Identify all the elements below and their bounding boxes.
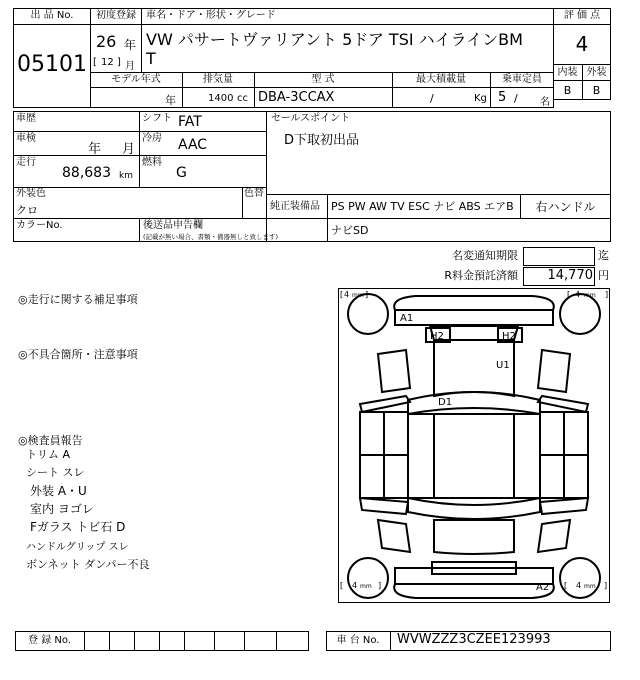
steering-side: 右ハンドル <box>535 200 596 214</box>
damage-mark-a2: A2 <box>536 582 550 593</box>
recycle-fee-unit: 円 <box>598 269 609 282</box>
exterior-color-value: クロ <box>16 204 38 217</box>
inspector-line: 外装 A・U <box>30 484 87 498</box>
interior-grade: B <box>563 84 572 97</box>
driving-notes-title: ◎走行に関する補足事項 <box>18 293 138 306</box>
rating-label: 評 価 点 <box>563 10 601 21</box>
inspector-line: ボンネット ダンパー不良 <box>26 558 150 571</box>
inspector-line: ハンドルグリップ スレ <box>26 542 129 553</box>
mileage-value: 88,683 <box>62 165 111 181</box>
damage-mark-h2-right: H2 <box>502 331 516 342</box>
model-code-label: 型 式 <box>311 74 335 85</box>
lot-number: 05101 <box>17 52 87 77</box>
defect-notes-title: ◎不具合箇所・注意事項 <box>18 348 138 361</box>
inspector-line: 室内 ヨゴレ <box>30 502 94 516</box>
oem-equipment-label: 純正装備品 <box>270 201 320 212</box>
displacement-value: 1400 <box>208 93 234 104</box>
registration-number-label: 登 録 No. <box>28 635 71 646</box>
first-registration-label: 初度登録 <box>96 10 136 21</box>
model-code: DBA-3CCAX <box>258 90 335 105</box>
fuel-value: G <box>176 165 187 181</box>
year-unit: 年 <box>124 38 137 52</box>
damage-mark-d1: D1 <box>438 397 453 408</box>
max-load-label: 最大積載量 <box>416 74 466 85</box>
month-unit: 月 <box>125 61 135 72</box>
inspector-line: Fガラス トビ石 D <box>30 520 126 534</box>
car-name-line2: T <box>146 49 156 68</box>
inspector-report-title: ◎検査員報告 <box>18 434 83 447</box>
tire-unit-fl: mm <box>352 292 364 299</box>
displacement-label: 排気量 <box>203 74 233 85</box>
tire-depth-front-right: 4 <box>575 290 581 299</box>
chassis-number: WVWZZZ3CZEE123993 <box>397 632 551 647</box>
tire-unit-rl: mm <box>360 583 372 590</box>
car-name-line1: VW パサートヴァリアント 5ドア TSI ハイラインBM <box>146 30 523 49</box>
rating-value: 4 <box>575 32 589 56</box>
inspection-year-unit: 年 <box>88 142 102 157</box>
displacement-unit: cc <box>237 93 248 104</box>
fuel-label: 燃料 <box>142 157 162 168</box>
sales-point-value: D下取初出品 <box>284 133 360 148</box>
max-load-separator: / <box>430 92 434 105</box>
lot-number-label: 出 品 No. <box>30 10 74 21</box>
name-change-box <box>523 247 595 266</box>
interior-label: 内装 <box>557 67 578 78</box>
tire-bracket-rr: [ <box>564 581 568 590</box>
first-registration-month: 12 <box>101 57 114 68</box>
inspection-month-unit: 月 <box>122 142 136 157</box>
chassis-number-label: 車 台 No. <box>336 635 380 646</box>
name-change-unit: 迄 <box>598 249 609 262</box>
inspector-line: トリム A <box>26 448 71 461</box>
recycle-fee-amount: 14,770 <box>547 268 593 283</box>
ac-value: AAC <box>178 137 208 153</box>
tire-depth-front-left: 4 <box>344 290 350 299</box>
damage-mark-h2-left: H2 <box>430 331 444 342</box>
car-name-label: 車名・ドア・形状・グレード <box>146 10 276 21</box>
name-change-label: 名変通知期限 <box>452 249 518 262</box>
model-year-label: モデル年式 <box>111 74 161 85</box>
oem-equipment-value: PS PW AW TV ESC ナビ ABS エアB <box>331 200 514 213</box>
aftermarket-value: ナビSD <box>331 224 369 237</box>
tire-depth-rear-right: 4 <box>576 581 582 590</box>
tire-bracket-fl-close: ] <box>365 290 369 299</box>
tire-unit-fr: mm <box>584 292 596 299</box>
shift-value: FAT <box>178 114 202 130</box>
aftermarket-label: 後送品申告欄 <box>143 220 203 231</box>
mileage-label: 走行 <box>16 157 36 168</box>
tire-unit-rr: mm <box>584 583 596 590</box>
month-bracket-close: ] <box>117 57 121 68</box>
damage-mark-u1: U1 <box>496 360 510 371</box>
car-damage-diagram <box>338 288 610 603</box>
capacity-separator: / <box>514 92 518 105</box>
tire-bracket-rl: [ <box>340 581 344 590</box>
inspection-label: 車検 <box>16 133 36 144</box>
tire-bracket-fr: [ <box>567 290 571 299</box>
max-load-unit: Kg <box>474 93 487 104</box>
aftermarket-note: (記載が無い場合、書類・備器無しと致します) <box>143 233 279 241</box>
shift-label: シフト <box>142 113 172 124</box>
color-change-label: 色替 <box>244 188 264 199</box>
history-label: 車歴 <box>16 113 36 124</box>
exterior-color-label: 外装色 <box>16 188 46 199</box>
tire-bracket-rl-close: ] <box>378 581 382 590</box>
sales-point-label: セールスポイント <box>271 113 351 124</box>
tire-depth-rear-left: 4 <box>352 581 358 590</box>
color-number-label: カラーNo. <box>16 220 63 231</box>
tire-bracket-fl: [ <box>340 290 344 299</box>
inspector-line: シート スレ <box>26 466 85 479</box>
first-registration-year: 26 <box>96 32 117 51</box>
ac-label: 冷房 <box>142 133 162 144</box>
month-bracket-open: [ <box>93 57 97 68</box>
tire-bracket-rr-close: ] <box>604 581 608 590</box>
recycle-fee-label: R料金預託済額 <box>444 269 518 282</box>
tire-bracket-fr-close: ] <box>605 290 609 299</box>
exterior-grade: B <box>592 84 601 97</box>
capacity-label: 乗車定員 <box>502 74 542 85</box>
mileage-unit: km <box>119 171 133 181</box>
capacity-value: 5 <box>498 90 507 105</box>
model-year-unit: 年 <box>165 94 176 107</box>
exterior-label: 外装 <box>586 67 607 78</box>
damage-mark-a1: A1 <box>400 313 414 324</box>
capacity-unit: 名 <box>540 97 550 108</box>
